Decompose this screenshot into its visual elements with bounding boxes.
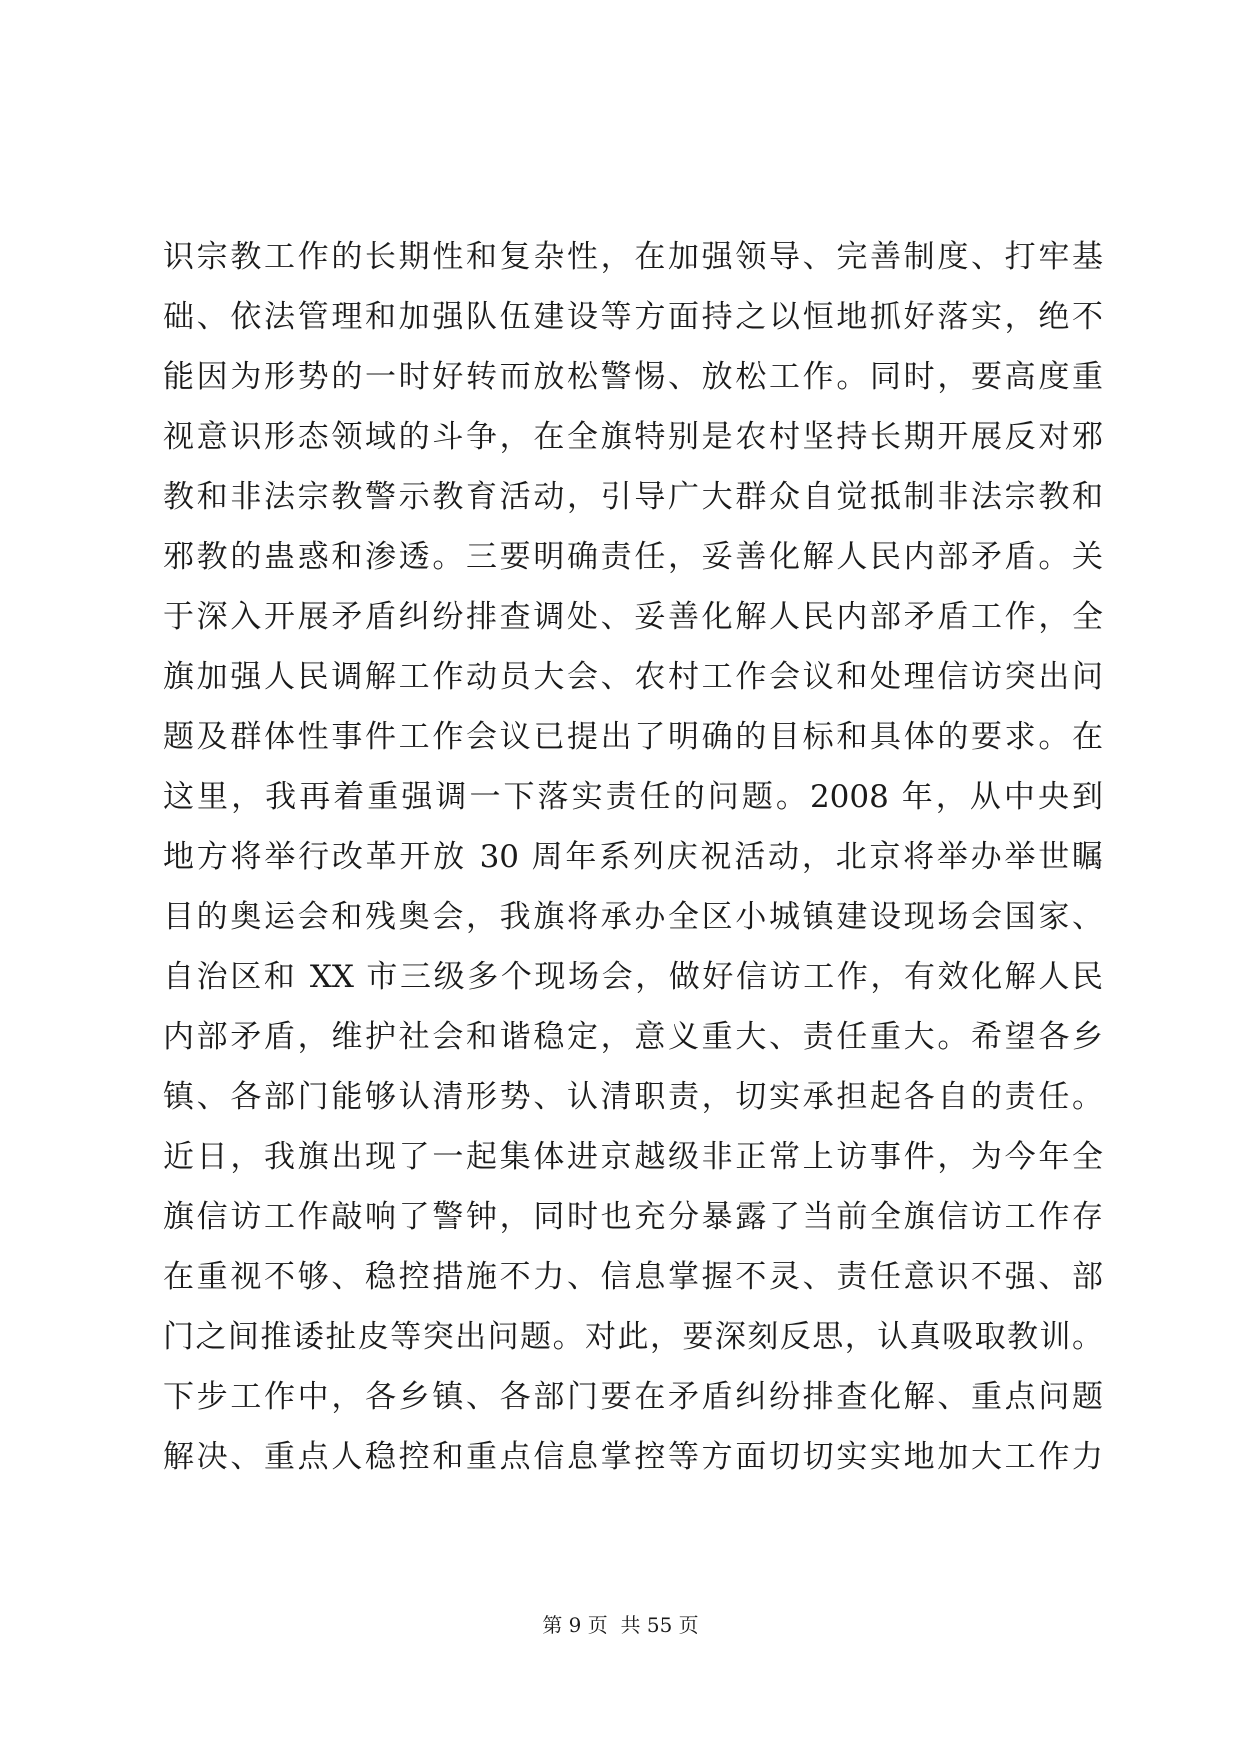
body-text-line: 在重视不够、稳控措施不力、信息掌握不灵、责任意识不强、部: [163, 1259, 1103, 1295]
page-number-label: 第 9 页 共 55 页: [542, 1613, 699, 1637]
page-footer: [0, 1610, 1241, 1640]
body-text-line: 识宗教工作的长期性和复杂性，在加强领导、完善制度、打牢基: [163, 239, 1103, 275]
body-text-line: 地方将举行改革开放 30 周年系列庆祝活动，北京将举办举世瞩: [163, 839, 1103, 875]
body-text-line: 目的奥运会和残奥会，我旗将承办全区小城镇建设现场会国家、: [163, 899, 1103, 935]
body-text-line: 门之间推诿扯皮等突出问题。对此，要深刻反思，认真吸取教训。: [163, 1319, 1103, 1355]
body-text-line: 于深入开展矛盾纠纷排查调处、妥善化解人民内部矛盾工作，全: [163, 599, 1103, 635]
body-text-line: 内部矛盾，维护社会和谐稳定，意义重大、责任重大。希望各乡: [163, 1019, 1103, 1055]
body-text-line: 题及群体性事件工作会议已提出了明确的目标和具体的要求。在: [163, 719, 1103, 755]
body-text-line: 解决、重点人稳控和重点信息掌控等方面切切实实地加大工作力: [163, 1439, 1103, 1475]
body-text-line: 能因为形势的一时好转而放松警惕、放松工作。同时，要高度重: [163, 359, 1103, 395]
body-text-line: 教和非法宗教警示教育活动，引导广大群众自觉抵制非法宗教和: [163, 479, 1103, 515]
body-text-line: 础、依法管理和加强队伍建设等方面持之以恒地抓好落实，绝不: [163, 299, 1103, 335]
body-text-line: 这里，我再着重强调一下落实责任的问题。2008 年，从中央到: [163, 779, 1103, 815]
body-text-line: 近日，我旗出现了一起集体进京越级非正常上访事件，为今年全: [163, 1139, 1103, 1175]
body-text-line: 旗信访工作敲响了警钟，同时也充分暴露了当前全旗信访工作存: [163, 1199, 1103, 1235]
body-text-line: 旗加强人民调解工作动员大会、农村工作会议和处理信访突出问: [163, 659, 1103, 695]
body-text-line: 镇、各部门能够认清形势、认清职责，切实承担起各自的责任。: [163, 1079, 1103, 1115]
body-text-line: 视意识形态领域的斗争，在全旗特别是农村坚持长期开展反对邪: [163, 419, 1103, 455]
body-text-line: 邪教的蛊惑和渗透。三要明确责任，妥善化解人民内部矛盾。关: [163, 539, 1103, 575]
document-body: [163, 227, 1103, 1487]
body-text-line: 自治区和 XX 市三级多个现场会，做好信访工作，有效化解人民: [163, 959, 1103, 995]
body-text-line: 下步工作中，各乡镇、各部门要在矛盾纠纷排查化解、重点问题: [163, 1379, 1103, 1415]
